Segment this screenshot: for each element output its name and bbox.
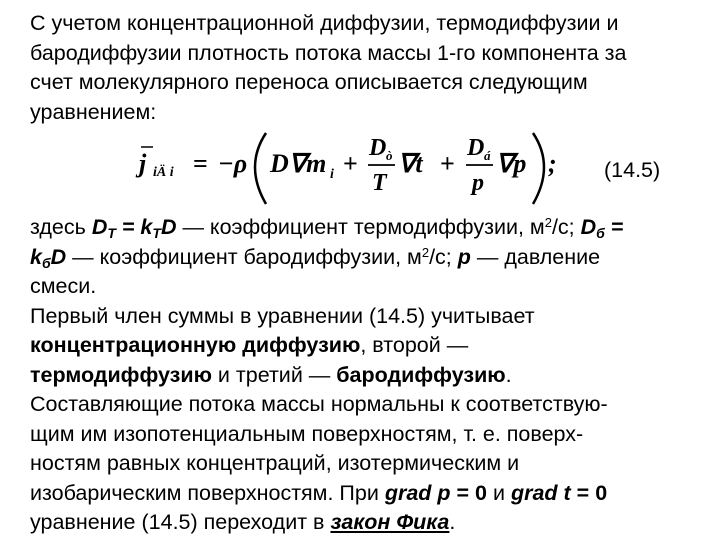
nabla-p: ∇p <box>496 149 527 178</box>
intro-line: уравнением: <box>30 99 157 124</box>
fraction1-denominator: T <box>372 170 387 196</box>
intro-line: счет молекулярного переноса описывается следующим <box>30 70 588 94</box>
body-line: смеси. <box>30 274 97 298</box>
plus-sign: + <box>440 149 455 178</box>
fick-law-link: закон Фика <box>330 510 450 534</box>
plus-sign: + <box>343 149 358 178</box>
intro-paragraph <box>30 9 700 127</box>
intro-line: бародиффузии плотность потока массы 1-го компонента за <box>30 40 627 65</box>
semicolon: ; <box>548 149 557 178</box>
body-paragraphs <box>30 213 700 538</box>
fraction2-denominator: p <box>472 170 484 196</box>
equation-14-5 <box>0 128 720 210</box>
body-line: концентрационную диффузию, второй — <box>30 333 469 357</box>
intro-line: С учетом концентрационной диффузии, термодиффузии и <box>30 11 619 35</box>
minus-rho: −ρ <box>218 149 248 178</box>
m-subscript: i <box>330 167 334 182</box>
d-nabla-m: D∇m <box>270 149 327 178</box>
nabla-t: ∇t <box>398 149 423 178</box>
body-line: здесь $D_T = k_TD$ — коэффициент термодиффузии, $м^2/с$; $D_б$ = <box>30 215 624 241</box>
body-line: Составляющие потока массы нормальны к соответствую- <box>30 392 608 416</box>
body-line: термодиффузию и третий — бародиффузию. <box>30 362 512 387</box>
body-line: щим им изопотенциальным поверхностям, т. е. поверх- <box>30 421 584 446</box>
fraction2-numerator: D <box>467 135 485 161</box>
right-paren <box>533 133 544 204</box>
body-line: ностям равных концентраций, изотермическим и <box>30 451 520 475</box>
equation-number: (14.5) <box>604 158 661 182</box>
left-paren <box>255 133 266 204</box>
flux-symbol: j <box>139 149 147 178</box>
body-line: изобарическим поверхностям. При grad p = 0 и grad t = 0 <box>30 480 608 505</box>
body-line: $k_бD$ — коэффициент бародиффузии, $м^2/с$; p — давление <box>30 244 601 271</box>
fraction2-subscript: á <box>484 148 491 163</box>
flux-subscript: iÄ i <box>153 165 174 180</box>
fraction1-subscript: ò <box>386 148 393 163</box>
body-line: уравнение (14.5) переходит в закон Фика. <box>30 510 456 534</box>
body-line: Первый член суммы в уравнении (14.5) учитывает <box>30 303 535 328</box>
fraction1-numerator: D <box>369 135 387 161</box>
equals-sign: = <box>193 149 208 178</box>
